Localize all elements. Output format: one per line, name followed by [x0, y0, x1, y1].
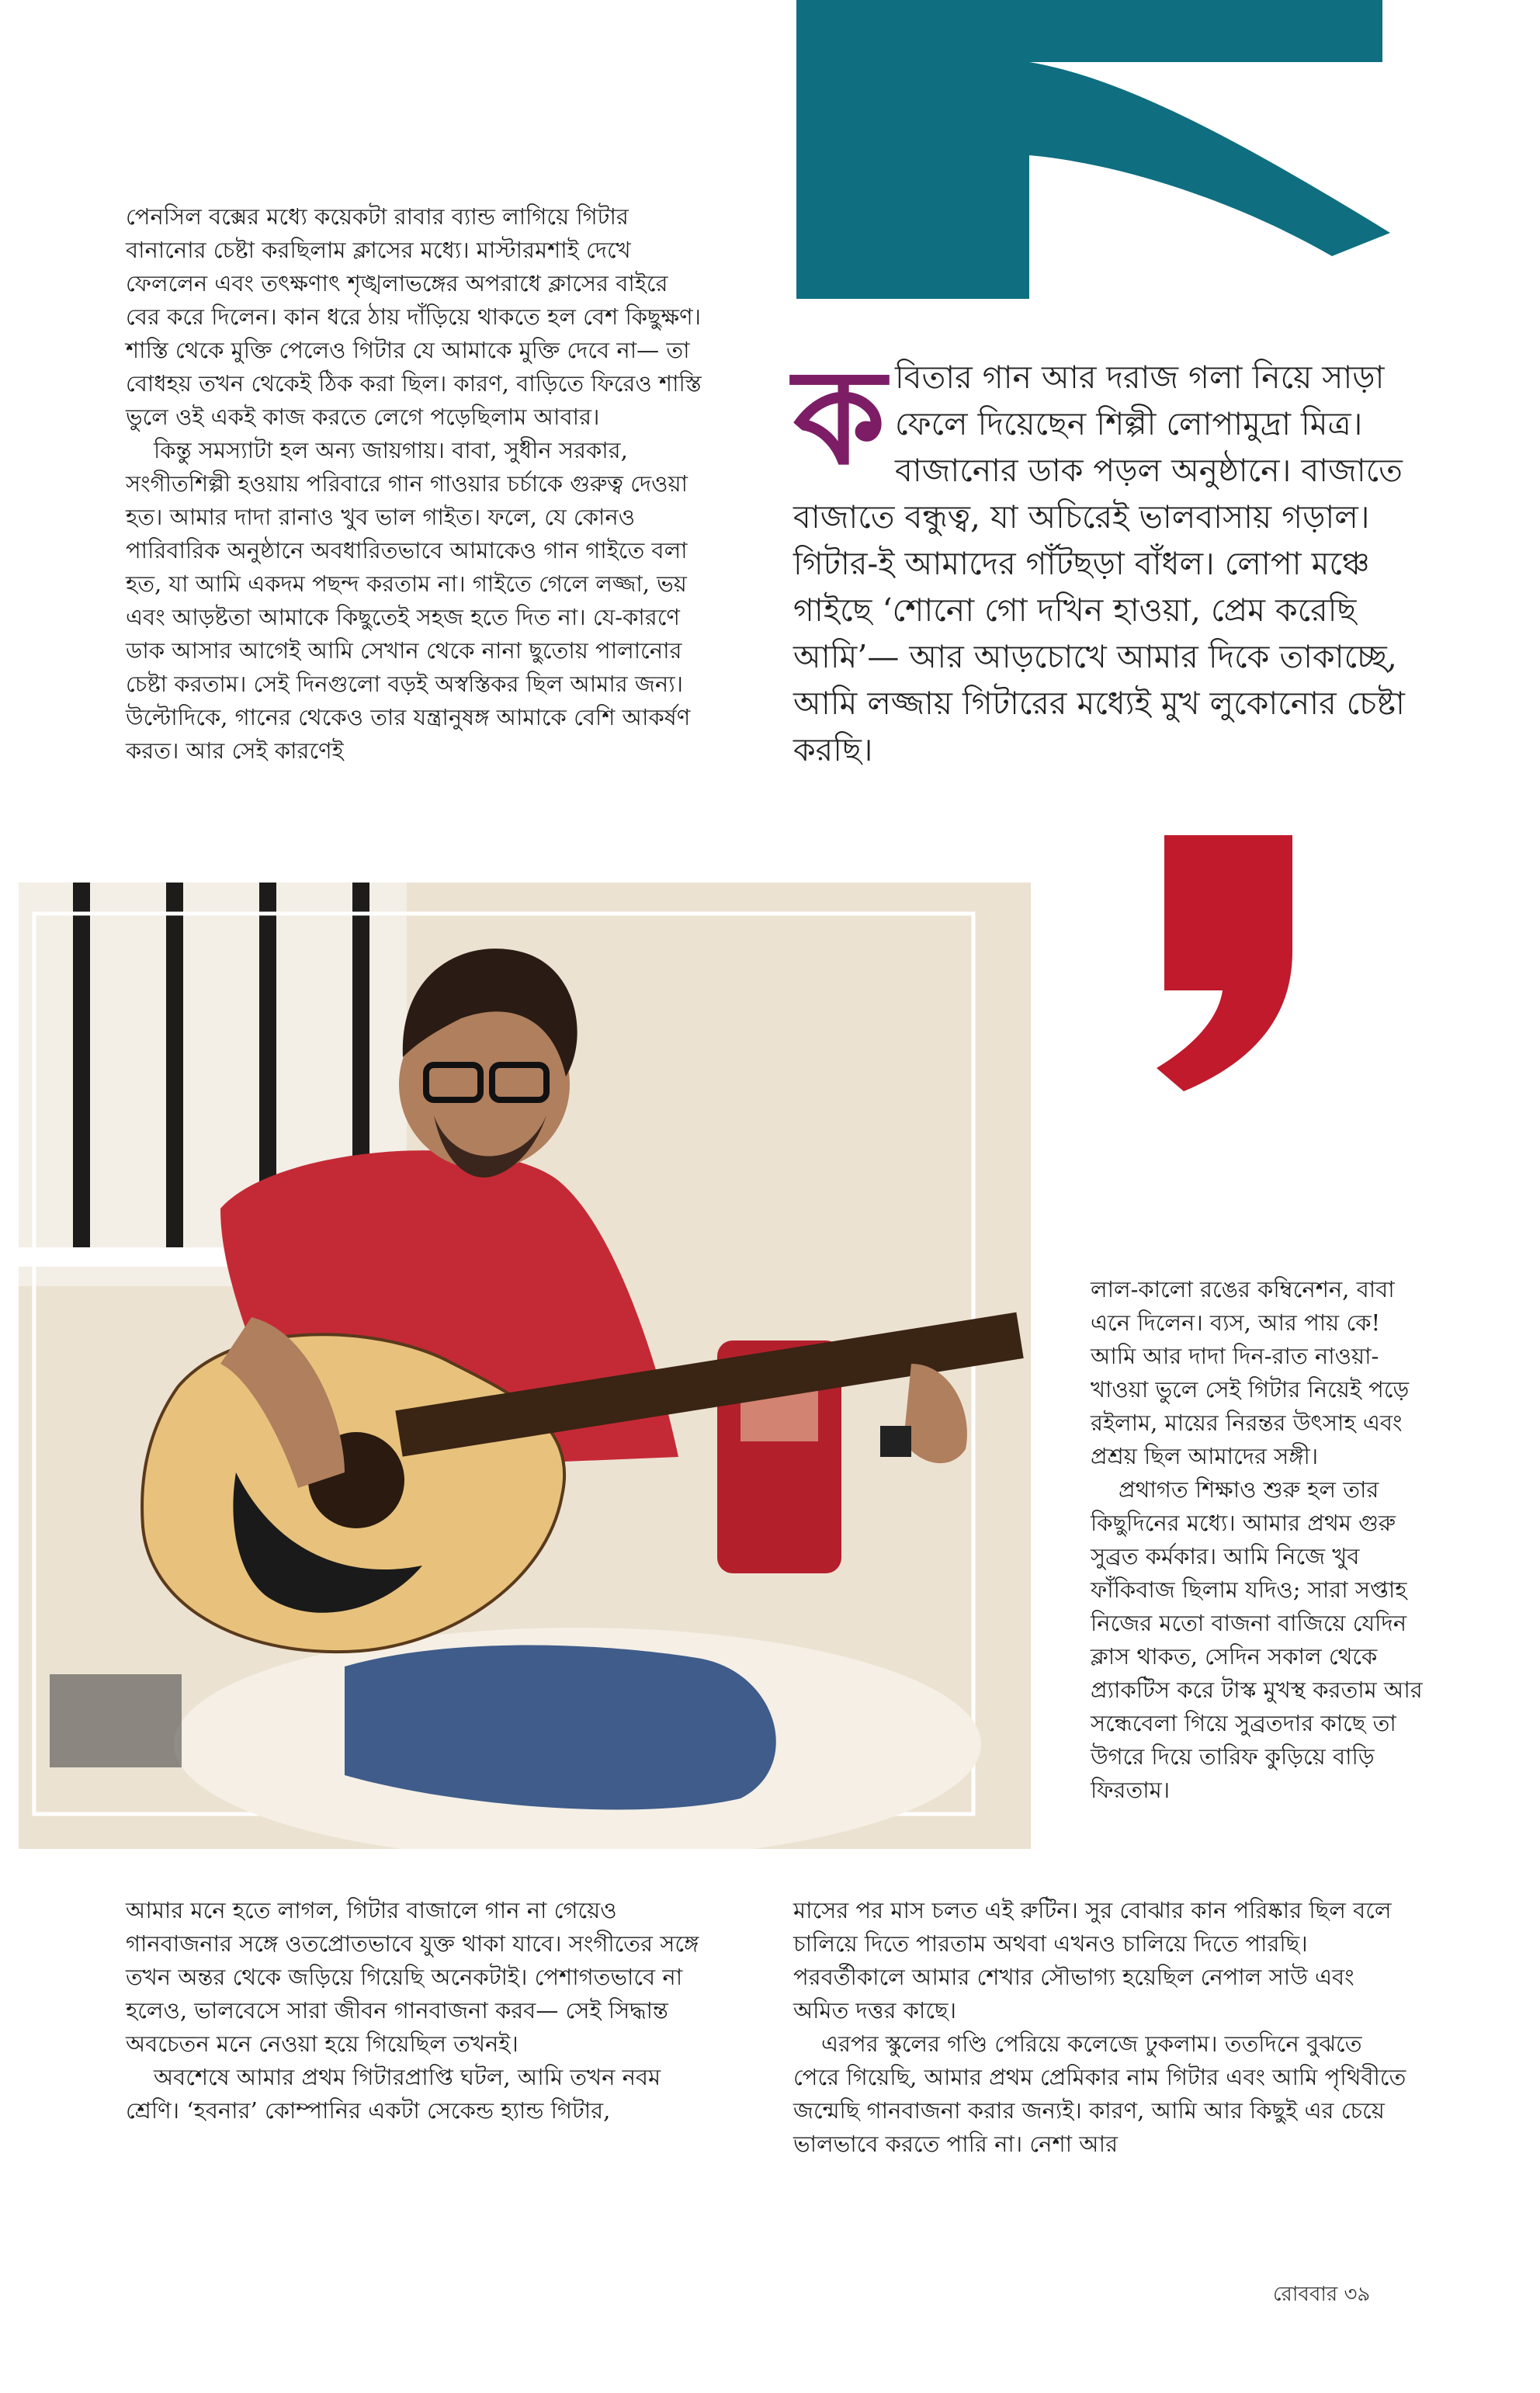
paragraph: আমার মনে হতে লাগল, গিটার বাজালে গান না গেয়েও গানবাজনার সঙ্গে ওতপ্রোতভাবে যুক্ত থাকা যাবে। সংগীতের সঙ্গে তখন অন্তর থেকে জড়িয়ে গিয়েছি অনেকটাই। পেশাগতভাবে না হলেও, ভালবেসে সারা জীবন গানবাজনা করব— সেই সিদ্ধান্ত অবচেতন মনে নেওয়া হয়ে গিয়েছিল তখনই। [126, 1897, 699, 2057]
pull-quote [793, 339, 1430, 773]
paragraph: মাসের পর মাস চলত এই রুটিন। সুর বোঝার কান পরিষ্কার ছিল বলে চালিয়ে দিতে পারতাম অথবা এখনও চালিয়ে দিতে পারছি। পরবর্তীকালে আমার শেখার সৌভাগ্য হয়েছিল নেপাল সাউ এবং অমিত দত্তর কাছে। [793, 1897, 1392, 2024]
guitarist-photo [19, 883, 1031, 1849]
article-column-right-mid [1091, 1273, 1424, 1807]
paragraph: কিন্তু সমস্যাটা হল অন্য জায়গায়। বাবা, সুধীন সরকার, সংগীতশিল্পী হওয়ায় পরিবারে গান গাওয়ার চর্চাকে গুরুত্ব দেওয়া হত। আমার দাদা রানাও খুব ভাল গাইত। ফলে, যে কোনও পারিবারিক অনুষ্ঠানে অবধারিতভাবে আমাকেও গান গাইতে বলা হত, যা আমি একদম পছন্দ করতাম না। গাইতে গেলে লজ্জা, ভয় এবং আড়ষ্টতা আমাকে কিছুতেই সহজ হতে দিত না। যে-কারণে ডাক আসার আগেই আমি সেখান থেকে নানা ছুতোয় পালানোর চেষ্টা করতাম। সেই দিনগুলো বড়ই অস্বস্তিকর ছিল আমার জন্য। উল্টোদিকে, গানের থেকেও তার যন্ত্রানুষঙ্গ আমাকে বেশি আকর্ষণ করত। আর সেই কারণেই [126, 437, 691, 764]
paragraph: পেনসিল বক্সের মধ্যে কয়েকটা রাবার ব্যান্ড লাগিয়ে গিটার বানানোর চেষ্টা করছিলাম ক্লাসের মধ্যে। মাস্টারমশাই দেখে ফেললেন এবং তৎক্ষণাৎ শৃঙ্খলাভঙ্গের অপরাধে ক্লাসের বাইরে বের করে দিলেন। কান ধরে ঠায় দাঁড়িয়ে থাকতে হল বেশ কিছুক্ষণ। শাস্তি থেকে মুক্তি পেলেও গিটার যে আমাকে মুক্তি দেবে না— তা বোধহয় তখন থেকেই ঠিক করা ছিল। কারণ, বাড়িতে ফিরেও শাস্তি ভুলে ওই একই কাজ করতে লেগে পড়েছিলাম আবার। [126, 203, 702, 430]
teal-quote-ornament [796, 0, 1394, 299]
page-footer: রোববার ৩৯ [1273, 2283, 1371, 2306]
article-column-top-left [126, 200, 708, 768]
article-column-bottom-left [126, 1894, 708, 2128]
pull-quote-text: বিতার গান আর দরাজ গলা নিয়ে সাড়া ফেলে দিয়েছেন শিল্পী লোপামুদ্রা মিত্র। বাজানোর ডাক পড়ল অনুষ্ঠানে। বাজাতে বাজাতে বন্ধুত্ব, যা অচিরেই ভালবাসায় গড়াল। গিটার-ই আমাদের গাঁটছড়া বাঁধল। লোপা মঞ্চে গাইছে ‘শোনো গো দখিন হাওয়া, প্রেম করেছি আমি’— আর আড়চোখে আমার দিকে তাকাচ্ছে, আমি লজ্জায় গিটারের মধ্যেই মুখ লুকোনোর চেষ্টা করছি। [793, 359, 1405, 768]
red-comma-ornament [1149, 835, 1312, 1091]
dropcap-letter: ক [793, 339, 886, 494]
paragraph: প্রথাগত শিক্ষাও শুরু হল তার কিছুদিনের মধ্যে। আমার প্রথম গুরু সুব্রত কর্মকার। আমি নিজে খুব ফাঁকিবাজ ছিলাম যদিও; সারা সপ্তাহ নিজের মতো বাজনা বাজিয়ে যেদিন ক্লাস থাকত, সেদিন সকাল থেকে প্র্যাকটিস করে টাস্ক মুখস্থ করতাম আর সন্ধেবেলা গিয়ে সুব্রতদার কাছে তা উগরে দিয়ে তারিফ কুড়িয়ে বাড়ি ফিরতাম। [1091, 1476, 1423, 1803]
paragraph: অবশেষে আমার প্রথম গিটারপ্রাপ্তি ঘটল, আমি তখন নবম শ্রেণি। ‘হবনার’ কোম্পানির একটা সেকেন্ড হ্যান্ড গিটার, [126, 2064, 661, 2124]
paragraph: লাল-কালো রঙের কম্বিনেশন, বাবা এনে দিলেন। ব্যস, আর পায় কে! আমি আর দাদা দিন-রাত নাওয়া-খাওয়া ভুলে সেই গিটার নিয়েই পড়ে রইলাম, মায়ের নিরন্তর উৎসাহ এবং প্রশ্রয় ছিল আমাদের সঙ্গী। [1091, 1276, 1410, 1469]
article-column-bottom-right [793, 1894, 1406, 2161]
paragraph: এরপর স্কুলের গণ্ডি পেরিয়ে কলেজে ঢুকলাম। ততদিনে বুঝতে পেরে গিয়েছি, আমার প্রথম প্রেমিকার নাম গিটার এবং আমি পৃথিবীতে জন্মেছি গানবাজনা করার জন্যই। কারণ, আমি আর কিছুই এর চেয়ে ভালভাবে করতে পারি না। নেশা আর [793, 2031, 1406, 2157]
